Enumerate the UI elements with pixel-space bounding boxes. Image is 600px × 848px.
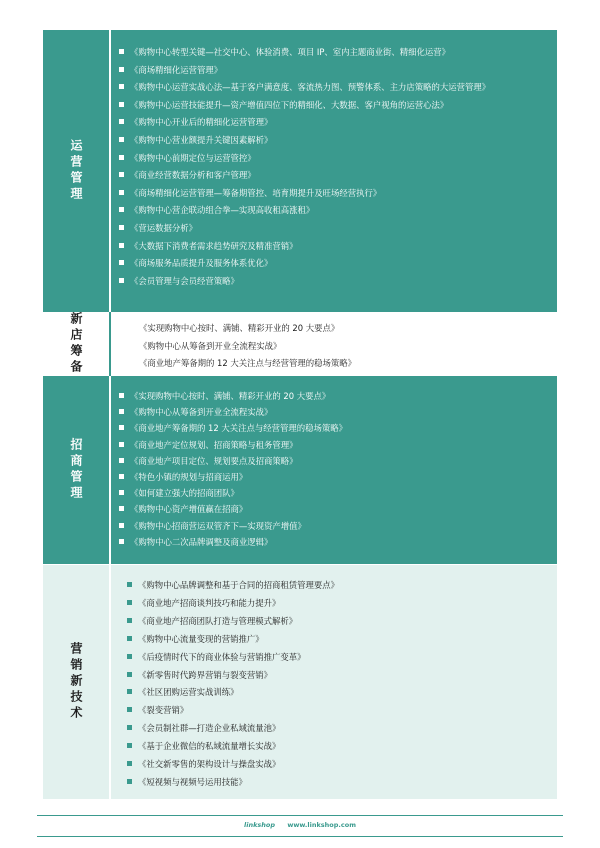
course-list — [109, 320, 557, 373]
section-content — [109, 30, 557, 312]
list-item: 《购物中心营企联动组合拳—实现高收租高涨租》 — [109, 202, 557, 220]
bullet-icon — [127, 725, 132, 730]
section-investment — [43, 376, 557, 564]
bullet-icon — [127, 689, 132, 694]
section-content — [109, 312, 557, 376]
footer-top-rule — [37, 815, 563, 816]
list-item: 《购物中心资产增值赢在招商》 — [109, 501, 557, 517]
bullet-icon — [119, 458, 124, 463]
bullet-icon — [119, 67, 124, 72]
bullet-icon — [119, 207, 124, 212]
list-item: 《社区团购运营实战训练》 — [109, 684, 557, 702]
bullet-icon — [127, 761, 132, 766]
list-item: 《商场精细化运营管理》 — [109, 62, 557, 80]
list-item: 《购物中心转型关键—社交中心、体验消费、项目 IP、室内主题商业街、精细化运营》 — [109, 44, 557, 62]
footer-bottom-rule — [37, 836, 563, 837]
list-item: 《购物中心招商营运双管齐下—实现资产增值》 — [109, 518, 557, 534]
list-item: 《商业地产项目定位、规划要点及招商策略》 — [109, 453, 557, 469]
list-item: 《如何建立强大的招商团队》 — [109, 485, 557, 501]
bullet-icon — [119, 137, 124, 142]
bullet-icon — [127, 743, 132, 748]
list-item: 《实现购物中心按时、满铺、精彩开业的 20 大要点》 — [139, 323, 340, 333]
list-item: 《会员管理与会员经营策略》 — [109, 273, 557, 291]
footer-logo: linkshop — [244, 821, 276, 829]
list-item: 《基于企业微信的私域流量增长实战》 — [109, 738, 557, 756]
list-item: 《购物中心从筹备到开业全流程实战》 — [139, 340, 282, 351]
list-item: 《商场服务品质提升及服务体系优化》 — [109, 255, 557, 273]
list-item: 《购物中心流量变现的营销推广》 — [109, 631, 557, 649]
bullet-icon — [127, 779, 132, 784]
list-item: 《商业地产招商团队打造与管理模式解析》 — [109, 613, 557, 631]
list-item: 《商业地产筹备期的 12 大关注点与经营管理的稳场策略》 — [139, 358, 356, 369]
list-item: 《购物中心从筹备到开业全流程实战》 — [109, 404, 557, 420]
bullet-icon — [119, 102, 124, 107]
section-content — [109, 376, 557, 564]
section-label: 运营管理 — [43, 30, 109, 312]
list-item: 《新零售时代跨界营销与裂变营销》 — [109, 667, 557, 685]
bullet-icon — [119, 278, 124, 283]
section-new-store-prep — [43, 312, 557, 376]
list-item: 《后疫情时代下的商业体验与营销推广变革》 — [109, 649, 557, 667]
bullet-icon — [119, 119, 124, 124]
list-item: 《短视频与视频号运用技能》 — [109, 774, 557, 792]
bullet-icon — [119, 49, 124, 54]
bullet-icon — [119, 523, 124, 528]
list-item: 《营运数据分析》 — [109, 220, 557, 238]
bullet-icon — [127, 600, 132, 605]
bullet-icon — [119, 442, 124, 447]
course-list — [109, 388, 557, 550]
bullet-icon — [119, 190, 124, 195]
bullet-icon — [119, 409, 124, 414]
bullet-icon — [127, 618, 132, 623]
list-item: 《社交新零售的架构设计与操盘实战》 — [109, 756, 557, 774]
list-item: 《购物中心开业后的精细化运营管理》 — [109, 114, 557, 132]
section-marketing-tech — [43, 565, 557, 799]
list-item: 《商业地产招商谈判技巧和能力提升》 — [109, 595, 557, 613]
bullet-icon — [119, 155, 124, 160]
list-item: 《购物中心前期定位与运营管控》 — [109, 150, 557, 168]
bullet-icon — [119, 506, 124, 511]
bullet-icon — [119, 84, 124, 89]
bullet-icon — [119, 172, 124, 177]
list-item: 《裂变营销》 — [109, 702, 557, 720]
bullet-icon — [119, 243, 124, 248]
list-item: 《特色小镇的规划与招商运用》 — [109, 469, 557, 485]
list-item: 《大数据下消费者需求趋势研究及精准营销》 — [109, 238, 557, 256]
bullet-icon — [119, 474, 124, 479]
list-item: 《购物中心运营技能提升—资产增值四位下的精细化、大数据、客户视角的运营心法》 — [109, 97, 557, 115]
list-item: 《商业经营数据分析和客户管理》 — [109, 167, 557, 185]
bullet-icon — [127, 582, 132, 587]
section-label: 招商管理 — [43, 376, 109, 564]
list-item: 《会员制社群—打造企业私域流量池》 — [109, 720, 557, 738]
bullet-icon — [127, 636, 132, 641]
section-content — [109, 565, 557, 799]
bullet-icon — [127, 672, 132, 677]
course-list — [109, 44, 557, 290]
footer — [0, 821, 600, 829]
bullet-icon — [119, 393, 124, 398]
list-item: 《商业地产筹备期的 12 大关注点与经营管理的稳场策略》 — [109, 420, 557, 436]
bullet-icon — [119, 225, 124, 230]
bullet-icon — [127, 654, 132, 659]
list-item: 《购物中心营业额提升关键因素解析》 — [109, 132, 557, 150]
list-item: 《购物中心品牌调整和基于合同的招商租赁管理要点》 — [109, 577, 557, 595]
list-item: 《购物中心运营实战心法—基于客户满意度、客流热力图、预警体系、主力店策略的大运营管理》 — [109, 79, 557, 97]
footer-url[interactable]: www.linkshop.com — [287, 821, 356, 829]
bullet-icon — [119, 539, 124, 544]
list-item: 《购物中心二次品牌调整及商业逻辑》 — [109, 534, 557, 550]
bullet-icon — [119, 260, 124, 265]
section-label: 新店筹备 — [43, 312, 109, 376]
section-label: 营销新技术 — [43, 565, 109, 799]
bullet-icon — [119, 425, 124, 430]
list-item: 《商业地产定位规划、招商策略与租务管理》 — [109, 437, 557, 453]
section-operations — [43, 30, 557, 312]
bullet-icon — [119, 490, 124, 495]
list-item: 《商场精细化运营管理—筹备期管控、培育期提升及旺场经营执行》 — [109, 185, 557, 203]
list-item: 《实现购物中心按时、满铺、精彩开业的 20 大要点》 — [109, 388, 557, 404]
course-list — [109, 577, 557, 792]
bullet-icon — [127, 707, 132, 712]
